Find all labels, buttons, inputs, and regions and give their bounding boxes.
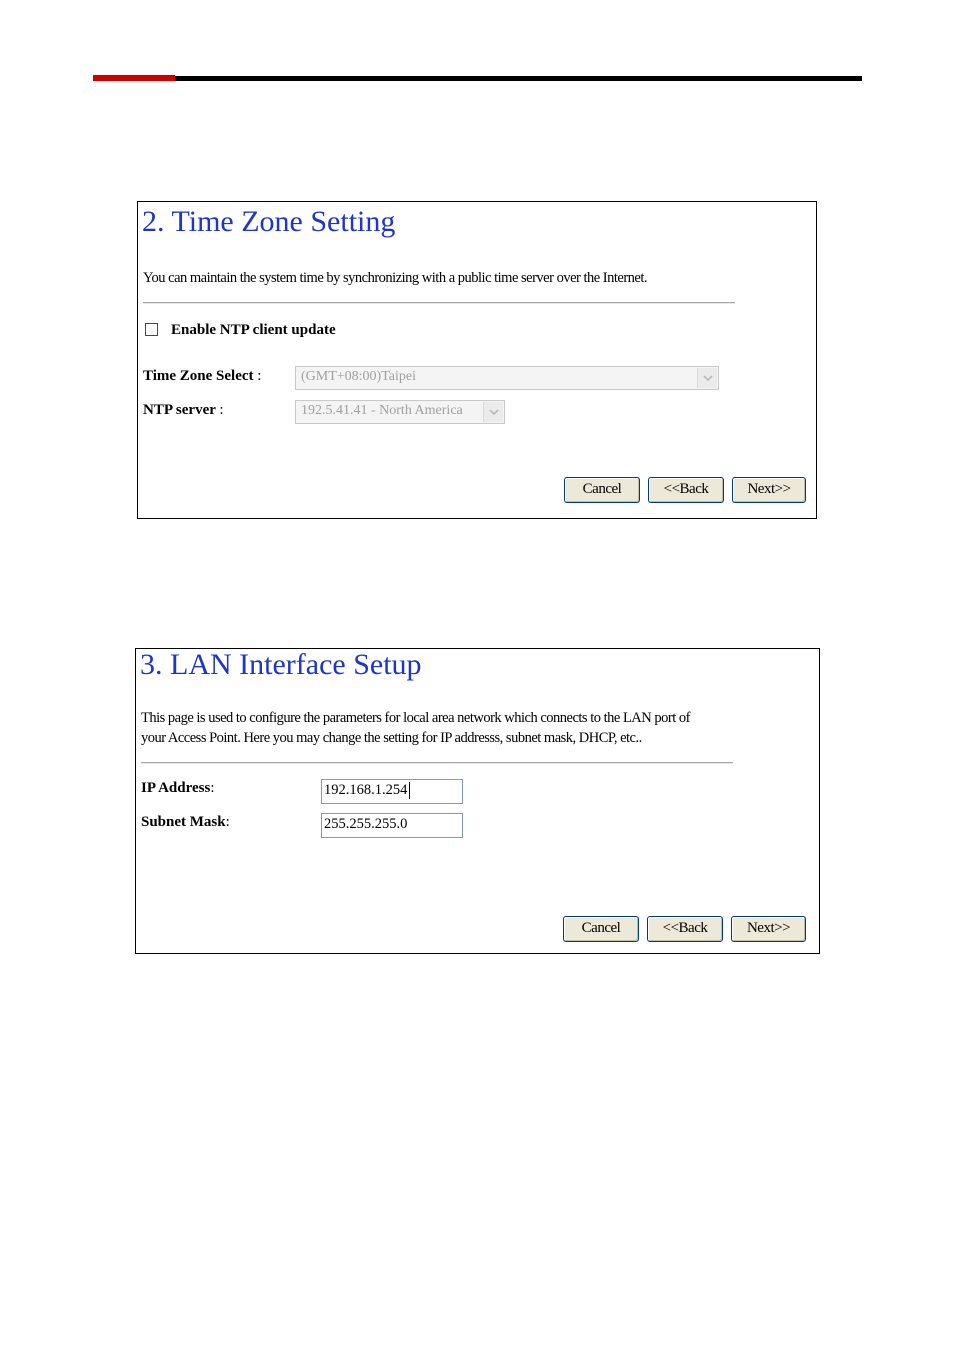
ntp-server-select[interactable] — [295, 400, 505, 424]
ntp-checkbox-label: Enable NTP client update — [171, 322, 336, 338]
time-zone-panel — [137, 201, 817, 519]
header-rule-black — [175, 76, 862, 81]
time-zone-select-value: (GMT+08:00)Taipei — [301, 369, 417, 384]
back-button[interactable]: <<Back — [648, 477, 724, 503]
text-caret — [409, 782, 410, 799]
subnet-mask-input[interactable] — [321, 813, 463, 838]
time-zone-select[interactable] — [295, 366, 719, 390]
panel-description-line2: your Access Point. Here you may change the setting for IP addresss, subnet mask, DHCP, etc.. — [141, 730, 642, 746]
cancel-button[interactable]: Cancel — [564, 477, 640, 503]
next-button[interactable]: Next>> — [731, 916, 806, 942]
panel-description-line1: This page is used to configure the parameters for local area network which connects to the LAN port of — [141, 710, 690, 726]
back-button[interactable]: <<Back — [647, 916, 723, 942]
panel-title: 2. Time Zone Setting — [142, 205, 396, 238]
divider — [143, 302, 735, 304]
ntp-checkbox[interactable] — [145, 323, 158, 336]
subnet-mask-value: 255.255.255.0 — [324, 816, 408, 832]
chevron-down-icon — [697, 368, 717, 388]
chevron-down-icon — [483, 402, 503, 422]
time-zone-label: Time Zone Select : — [143, 368, 262, 384]
panel-description: You can maintain the system time by synchronizing with a public time server over the Internet. — [143, 270, 648, 286]
lan-interface-panel — [135, 648, 820, 954]
ip-address-value: 192.168.1.254 — [324, 782, 408, 798]
subnet-mask-label: Subnet Mask: — [141, 814, 230, 830]
cancel-button[interactable]: Cancel — [563, 916, 639, 942]
next-button[interactable]: Next>> — [732, 477, 806, 503]
ip-address-input[interactable] — [321, 779, 463, 804]
header-rule-red — [93, 75, 175, 81]
ntp-server-select-value: 192.5.41.41 - North America — [301, 403, 463, 418]
divider — [141, 762, 733, 764]
panel-title: 3. LAN Interface Setup — [140, 648, 422, 681]
ip-address-label: IP Address: — [141, 780, 215, 796]
ntp-server-label: NTP server : — [143, 402, 224, 418]
